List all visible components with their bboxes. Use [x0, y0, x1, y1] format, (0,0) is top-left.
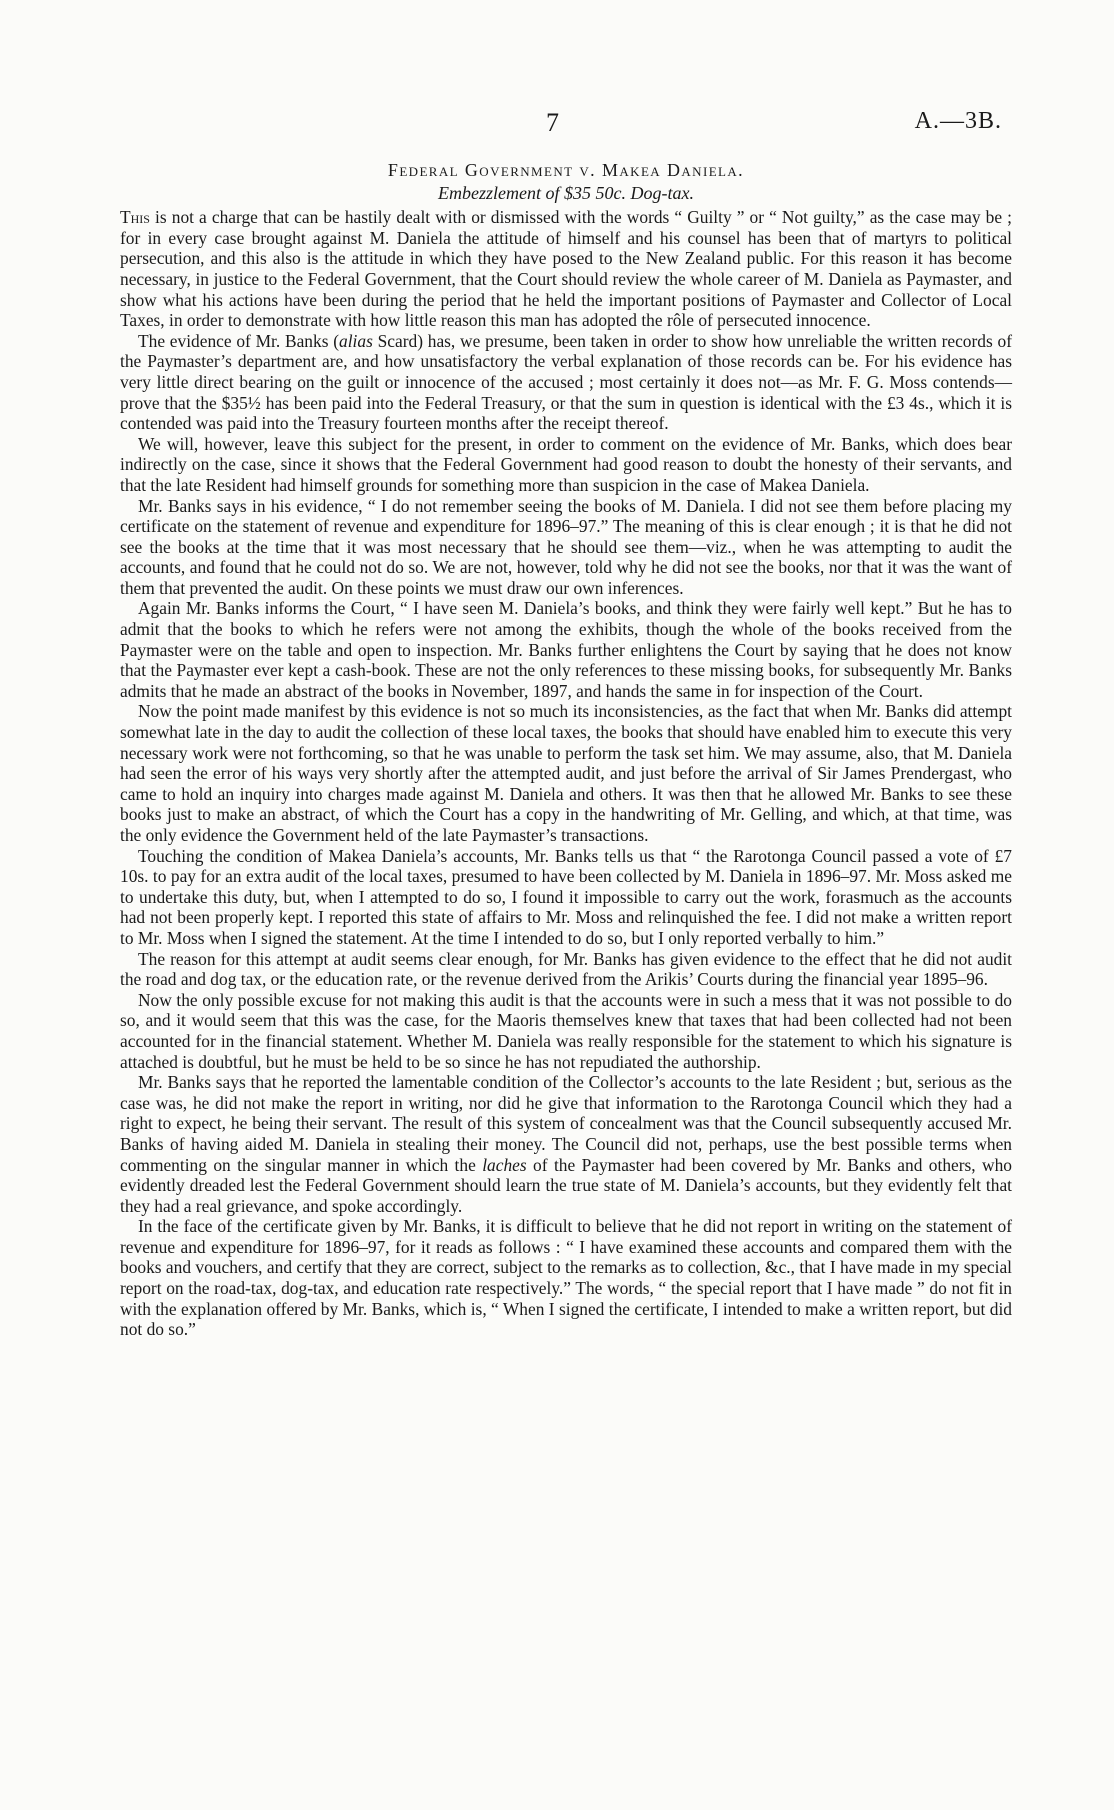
- paragraph-4: Mr. Banks says in his evidence, “ I do not remember seeing the books of M. Daniela. I did not see them before placing my certificate on the statement of revenue and expenditure for 1896–97.” The meaning of this is clear enough ; it is that he did not see the books at the time that it was most necessary that he should see them—viz., when he was attempting to audit the accounts, and found that he could not do so. We are not, however, told why he did not see the books, nor that it was the want of them that prevented the audit. On these points we must draw our own inferences.: [120, 495, 1012, 598]
- paragraph-11: In the face of the certificate given by Mr. Banks, it is difficult to believe that he did not report in writing on the statement of revenue and expenditure for 1896–97, for it reads as follows : “ I have examined these accounts and compared them with the books and vouchers, and certify that they are correct, subject to the remarks as to collection, &c., that I have made in my special report on the road-tax, dog-tax, and education rate respectively.” The words, “ the special report that I have made ” do not fit in with the explanation offered by Mr. Banks, which is, “ When I signed the certificate, I intended to make a written report, but did not do so.”: [120, 1216, 1012, 1340]
- paragraph-10: [120, 1072, 1012, 1216]
- paragraph-2-post: Scard) has, we presume, been taken in order to show how unreliable the written records of the Paymaster’s department are, and how unsatisfactory the verbal explanation of those records can be. For his evidence has very little direct bearing on the guilt or innocence of the accused ; most certainly it does not—as Mr. F. G. Moss contends—prove that the $35½ has been paid into the Federal Treasury, or that the sum in question is identical with the £3 4s., which it is contended was paid into the Treasury fourteen months after the receipt thereof.: [120, 330, 1012, 434]
- paragraph-2: [120, 331, 1012, 434]
- paragraph-8: The reason for this attempt at audit seems clear enough, for Mr. Banks has given evidence to the effect that he did not audit the road and dog tax, or the education rate, or the revenue derived from the Arikis’ Courts during the financial year 1895–96.: [120, 948, 1012, 990]
- case-subtitle: Embezzlement of $35 50c. Dog-tax.: [438, 182, 694, 203]
- paragraph-3: We will, however, leave this subject for the present, in order to comment on the evidence of Mr. Banks, which does bear indirectly on the case, since it shows that the Federal Government had good reason to doubt the honesty of their servants, and that the late Resident had himself grounds for something more than suspicion in the case of Makea Daniela.: [120, 433, 1012, 495]
- paragraph-1: [120, 207, 1012, 331]
- case-title: Federal Government v. Makea Daniela.: [387, 160, 745, 180]
- paragraph-10-post: of the Paymaster had been covered by Mr. Banks and others, who evidently dreaded lest the Federal Government should learn the true state of M. Daniela’s accounts, but they evidently felt that they had a real grievance, and spoke accordingly.: [120, 1154, 1012, 1216]
- paragraph-1-lead: This: [120, 207, 150, 228]
- paragraph-6: Now the point made manifest by this evidence is not so much its inconsistencies, as the fact that when Mr. Banks did attempt somewhat late in the day to audit the collection of these local taxes, the books that should have enabled him to execute this very necessary work were not forthcoming, so that he was unable to perform the task set him. We may assume, also, that M. Daniela had seen the error of his ways very shortly after the attempted audit, and just before the arrival of Sir James Prendergast, who came to hold an inquiry into charges made against M. Daniela and others. It was then that he allowed Mr. Banks to see these books just to make an abstract, of which the Court has a copy in the handwriting of Mr. Gelling, and which, at that time, was the only evidence the Government held of the late Paymaster’s transactions.: [120, 701, 1012, 845]
- paragraph-2-italic: alias: [339, 330, 373, 351]
- page-number: 7: [546, 108, 559, 137]
- paragraph-7: Touching the condition of Makea Daniela’s accounts, Mr. Banks tells us that “ the Rarotonga Council passed a vote of £7 10s. to pay for an extra audit of the local taxes, presumed to have been collected by M. Daniela in 1896–97. Mr. Moss asked me to undertake this duty, but, when I attempted to do so, I found it impossible to carry out the work, forasmuch as the accounts had not been properly kept. I reported this state of affairs to Mr. Moss and relinquished the fee. I did not make a written report to Mr. Moss when I signed the statement. At the time I intended to do so, but I only reported verbally to him.”: [120, 845, 1012, 948]
- page-header: [0, 108, 1114, 138]
- paragraph-10-italic: laches: [482, 1154, 527, 1175]
- document-id: A.—3B.: [914, 108, 1002, 134]
- paragraph-9: Now the only possible excuse for not making this audit is that the accounts were in such a mess that it was not possible to do so, and it would seem that this was the case, for the Maoris themselves knew that taxes that had been collected had not been accounted for in the financial statement. Whether M. Daniela was really responsible for the statement to which his signature is attached is doubtful, but he must be held to be so since he has not repudiated the authorship.: [120, 989, 1012, 1072]
- paragraph-5: Again Mr. Banks informs the Court, “ I have seen M. Daniela’s books, and think they were fairly well kept.” But he has to admit that the books to which he refers were not among the exhibits, though the whole of the books received from the Paymaster were on the table and open to inspection. Mr. Banks further enlightens the Court by saying that he does not know that the Paymaster ever kept a cash-book. These are not the only references to these missing books, for subsequently Mr. Banks admits that he made an abstract of the books in November, 1897, and hands the same in for inspection of the Court.: [120, 598, 1012, 701]
- document-body: [120, 160, 1012, 1340]
- paragraph-1-text: is not a charge that can be hastily dealt with or dismissed with the words “ Guilty ” or “ Not guilty,” as the case may be ; for in every case brought against M. Daniela the attitude of himself and his counsel has been that of martyrs to political persecution, and this also is the attitude in which they have posed to the New Zealand public. For this reason it has become necessary, in justice to the Federal Government, that the Court should review the whole career of M. Daniela as Paymaster, and show what his actions have been during the period that he held the important positions of Paymaster and Collector of Local Taxes, in order to demonstrate with how little reason this man has adopted the rôle of persecuted innocence.: [120, 207, 1012, 331]
- paragraph-10-pre: Mr. Banks says that he reported the lamentable condition of the Collector’s accounts to the late Resident ; but, serious as the case was, he did not make the report in writing, nor did he give that information to the Rarotonga Council which they had a right to expect, he being their servant. The result of this system of concealment was that the Council subsequently accused Mr. Banks of having aided M. Daniela in stealing their money. The Council did not, perhaps, use the best possible terms when commenting on the singular manner in which the: [120, 1072, 1012, 1175]
- paragraph-2-pre: The evidence of Mr. Banks (: [138, 330, 340, 351]
